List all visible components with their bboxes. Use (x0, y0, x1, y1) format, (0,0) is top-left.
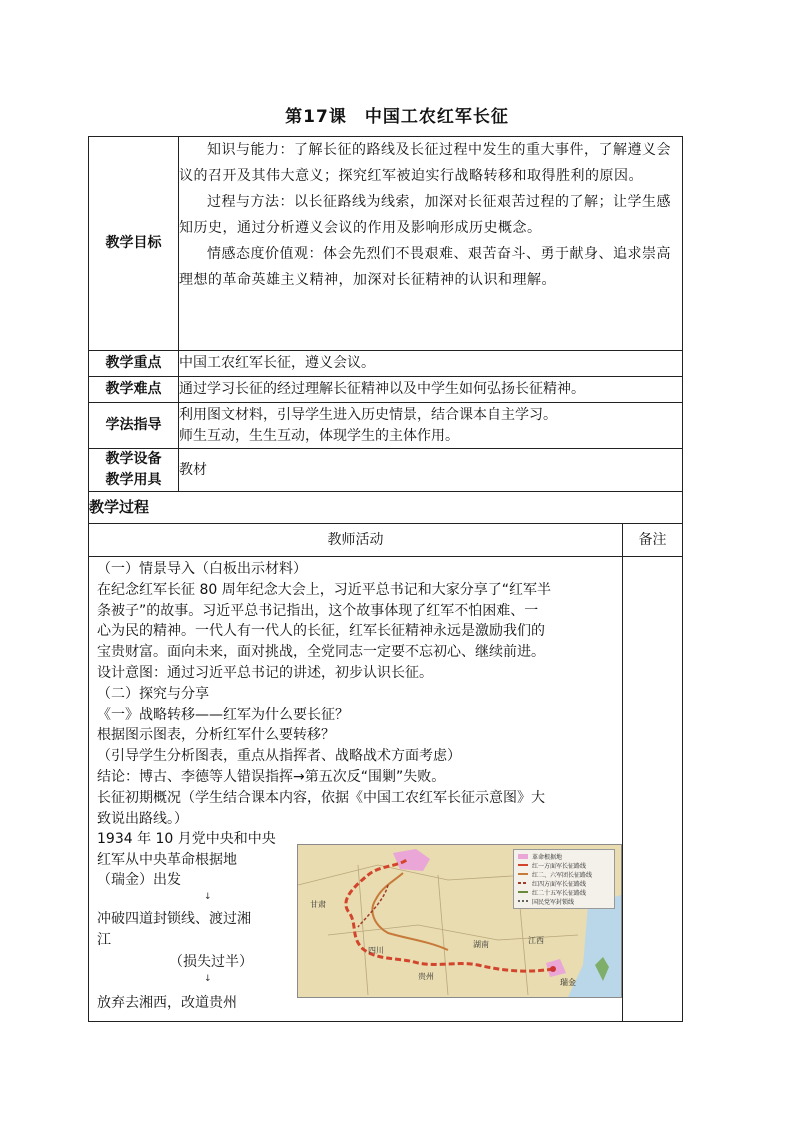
study-guide-line: 利用图文材料，引导学生进入历史情景，结合课本自主学习。 (179, 406, 557, 423)
page-title (0, 102, 794, 127)
difficulties-text: 通过学习长征的经过理解长征精神以及中学生如何弘扬长征精神。 (179, 377, 683, 403)
remarks-cell (623, 557, 683, 1022)
flow-step-1-line3: （瑞金）出发 (97, 872, 181, 889)
activity-line: （引导学生分析图表，重点从指挥者、战略战术方面考虑） (97, 748, 461, 765)
goals-label: 教学目标 (89, 137, 179, 351)
map-label-sichuan: 四川 (368, 946, 384, 956)
section-explore-heading: （二）探究与分享 (97, 685, 209, 702)
col-teacher-activity: 教师活动 (89, 524, 623, 557)
activity-line: 条被子”的故事。习近平总书记指出，这个故事体现了红军不怕困难、一 (97, 602, 539, 619)
teacher-activity-cell (89, 557, 623, 1022)
study-guide-label: 学法指导 (89, 403, 179, 449)
goal-knowledge: 知识与能力：了解长征的路线及长征过程中发生的重大事件，了解遵义会议的召开及其伟大意义；探究红军被迫实行战略转移和取得胜利的原因。 (179, 142, 671, 184)
study-guide-content (179, 403, 683, 449)
section-intro-heading: （一）情景导入（白板出示材料） (97, 561, 307, 577)
map-label-ruijin: 瑞金 (560, 978, 576, 988)
activity-line: 长征初期概况（学生结合课本内容，依据《中国工农红军长征示意图》大 (97, 789, 545, 806)
key-points-text: 中国工农红军长征，遵义会议。 (179, 351, 683, 377)
goals-content (179, 137, 683, 351)
difficulties-label: 教学难点 (89, 377, 179, 403)
lesson-name: 中国工农红军长征 (364, 107, 509, 127)
goal-method: 过程与方法：以长征路线为线索，加深对长征艰苦过程的了解；让学生感知历史，通过分析遵义会议的作用及影响形成历史概念。 (179, 194, 671, 236)
flow-arrow-icon: ↓ (204, 892, 212, 903)
flow-step-2-note: （损失过半） (169, 954, 253, 971)
legend-item: 红四方面军长征路线 (532, 881, 587, 889)
lesson-number: 第17课 (285, 107, 347, 127)
map-legend-graphic (514, 850, 614, 908)
legend-item: 红二、六军团长征路线 (532, 872, 593, 880)
key-points-label: 教学重点 (89, 351, 179, 377)
legend-item: 红二十五军长征路线 (532, 890, 587, 898)
teacher-activity-text (89, 557, 622, 829)
map-label-gansu: 甘肃 (310, 900, 326, 910)
activity-line: 宝贵财富。面向未来，面对挑战，全党同志一定要不忘初心、继续前进。 (97, 644, 545, 661)
map-marker-ruijin (550, 966, 556, 972)
activity-line: 致说出路线。） (97, 810, 188, 827)
goal-attitude: 情感态度价值观：体会先烈们不畏艰难、艰苦奋斗、勇于献身、追求崇高理想的革命英雄主义精神，加深对长征精神的认识和理解。 (179, 246, 671, 288)
flow-step-2 (97, 909, 251, 950)
lesson-plan-table (88, 136, 683, 1022)
study-guide-row (89, 403, 683, 449)
process-header-row (89, 492, 683, 524)
legend-item: 红一方面军长征路线 (532, 863, 587, 871)
map-label-guizhou: 贵州 (418, 972, 434, 982)
equipment-text: 教材 (179, 449, 683, 492)
key-points-row (89, 351, 683, 377)
map-label-hunan: 湖南 (473, 940, 489, 950)
activity-line: 根据图示图表，分析红军什么要转移？ (97, 727, 335, 744)
activity-line: 《一》战略转移——红军为什么要长征？ (97, 706, 349, 723)
flow-step-3: 放弃去湘西，改道贵州 (97, 995, 237, 1012)
goals-row (89, 137, 683, 351)
activity-line: 设计意图：通过习近平总书记的讲述，初步认识长征。 (97, 664, 433, 681)
legend-swatch-base (518, 854, 528, 859)
process-label: 教学过程 (89, 492, 683, 524)
legend-item: 革命根据地 (532, 854, 563, 862)
activity-line: 心为民的精神。一代人有一代人的长征，红军长征精神永远是激励我们的 (97, 623, 545, 640)
flow-step-1-line1: 1934 年 10 月党中央和中央 (97, 831, 276, 848)
map-label-jiangxi: 江西 (528, 936, 544, 946)
long-march-flow (89, 829, 622, 1021)
flow-step-1-line2: 红军从中央革命根据地 (97, 851, 237, 868)
flow-step-2-line1: 冲破四道封锁线、渡过湘 (97, 911, 251, 928)
legend-item: 国民党军封锁线 (532, 899, 575, 907)
process-columns-row (89, 524, 683, 557)
activity-line: 在纪念红军长征 80 周年纪念大会上，习近平总书记和大家分享了“红军半 (97, 581, 551, 598)
col-remarks: 备注 (623, 524, 683, 557)
activity-line: 结论：博古、李德等人错误指挥→第五次反“围剿”失败。 (97, 768, 446, 785)
flow-arrow-icon: ↓ (204, 974, 212, 985)
study-guide-line: 师生互动，生生互动，体现学生的主体作用。 (179, 427, 459, 444)
map-legend (513, 849, 615, 909)
flow-step-2-line2: 江 (97, 931, 111, 948)
equipment-row (89, 449, 683, 492)
long-march-map (297, 844, 622, 998)
equipment-label (89, 449, 179, 492)
process-body-row (89, 557, 683, 1022)
equipment-label-line1: 教学设备 (105, 451, 162, 467)
difficulties-row (89, 377, 683, 403)
equipment-label-line2: 教学用具 (105, 472, 162, 488)
flow-step-1 (97, 829, 276, 891)
